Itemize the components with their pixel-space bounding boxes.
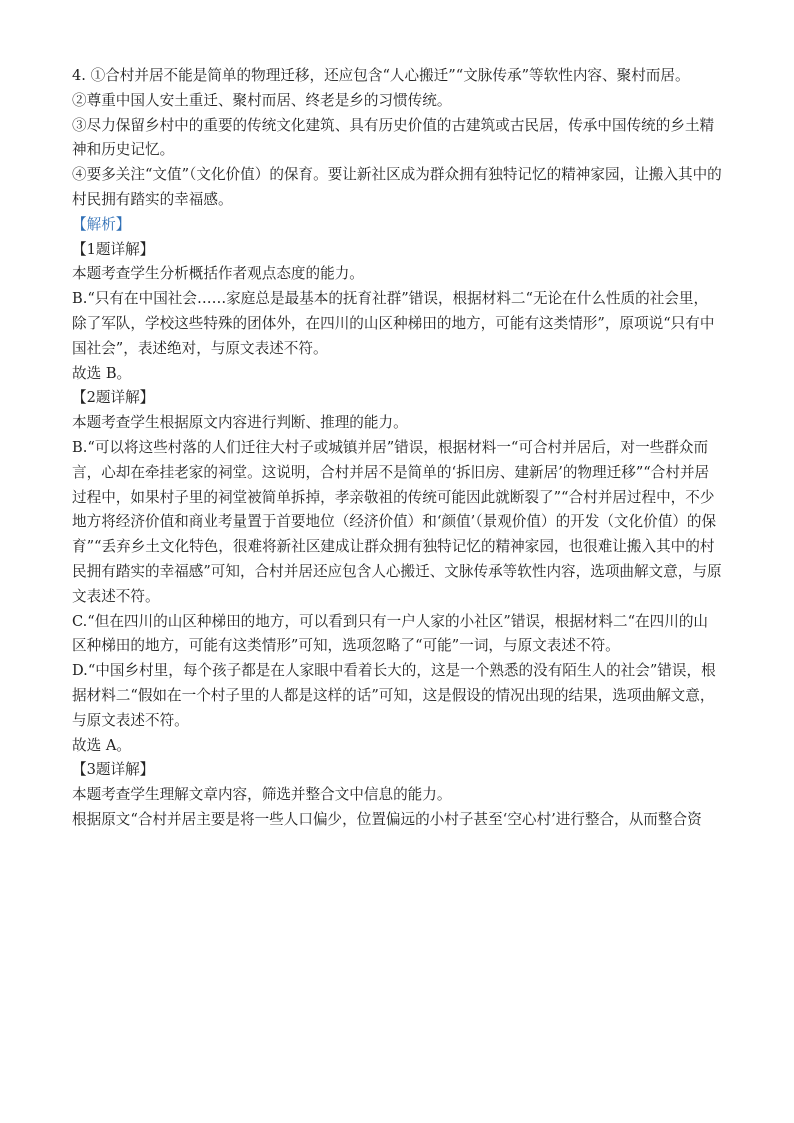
q2-choice: 故选 A。 xyxy=(72,736,131,754)
answer-4-point-2: ②尊重中国人安土重迁、聚村而居、终老是乡的习惯传统。 xyxy=(72,91,452,109)
q2-intro: 本题考查学生根据原文内容进行判断、推理的能力。 xyxy=(72,414,408,432)
q2-option-b-analysis: B.“可以将这些村落的人们迁往大村子或城镇并居”错误，根据材料一“可合村并居后，对一些群众而言，心却在牵挂老家的祠堂。这说明，合村并居不是简单的‘拆旧房、建新居’的物理迁移”“合村并居过程中，如果村子里的祠堂被简单拆掉，孝亲敬祖的传统可能因此就断裂了”“合村并居过程中，不少地方将经济价值和商业考量置于首要地位（经济价值）和‘颜值’（景观价值）的开发（文化价值）的保育”“丢弃乡土文化特色，很难将新社区建成让群众拥有独特记忆的精神家园，也很难让搬入其中的村民拥有踏实的幸福感”可知，合村并居还应包含人心搬迁、文脉传承等软性内容，选项曲解文意，与原文表述不符。 xyxy=(72,438,722,605)
q3-header: 【3题详解】 xyxy=(72,761,155,779)
answer-content xyxy=(72,64,722,833)
q1-header: 【1题详解】 xyxy=(72,240,155,258)
q3-analysis-start: 根据原文“合村并居主要是将一些人口偏少，位置偏远的小村子甚至‘空心村’进行整合，从而整合资 xyxy=(72,810,702,828)
q1-intro: 本题考查学生分析概括作者观点态度的能力。 xyxy=(72,265,364,283)
q1-choice: 故选 B。 xyxy=(72,364,132,382)
q2-header: 【2题详解】 xyxy=(72,389,155,407)
answer-4-point-4: ④要多关注“文值”（文化价值）的保育。要让新社区成为群众拥有独特记忆的精神家园，让搬入其中的村民拥有踏实的幸福感。 xyxy=(72,166,722,208)
q2-option-d-analysis: D.“中国乡村里，每个孩子都是在人家眼中看着长大的，这是一个熟悉的没有陌生人的社会”错误，根据材料二“假如在一个村子里的人都是这样的话”可知，这是假设的情况出现的结果，选项曲解文意，与原文表述不符。 xyxy=(72,662,716,729)
answer-4-point-3: ③尽力保留乡村中的重要的传统文化建筑、具有历史价值的古建筑或古民居，传承中国传统的乡土精神和历史记忆。 xyxy=(72,116,715,159)
q1-option-b-analysis: B.“只有在中国社会……家庭总是最基本的抚育社群”错误，根据材料二“无论在什么性质的社会里，除了军队，学校这些特殊的团体外，在四川的山区种梯田的地方，可能有这类情形”，原项说“只有中国社会”，表述绝对，与原文表述不符。 xyxy=(72,290,715,357)
q3-intro: 本题考查学生理解文章内容，筛选并整合文中信息的能力。 xyxy=(72,786,452,804)
analysis-label: 【解析】 xyxy=(72,215,131,233)
answer-4-point-1: 4. ①合村并居不能是简单的物理迁移，还应包含“人心搬迁”“文脉传承”等软性内容、聚村而居。 xyxy=(72,67,690,84)
q2-option-c-analysis: C.“但在四川的山区种梯田的地方，可以看到只有一户人家的小社区”错误，根据材料二“在四川的山区种梯田的地方，可能有这类情形”可知，选项忽略了“可能”一词，与原文表述不符。 xyxy=(72,612,709,655)
